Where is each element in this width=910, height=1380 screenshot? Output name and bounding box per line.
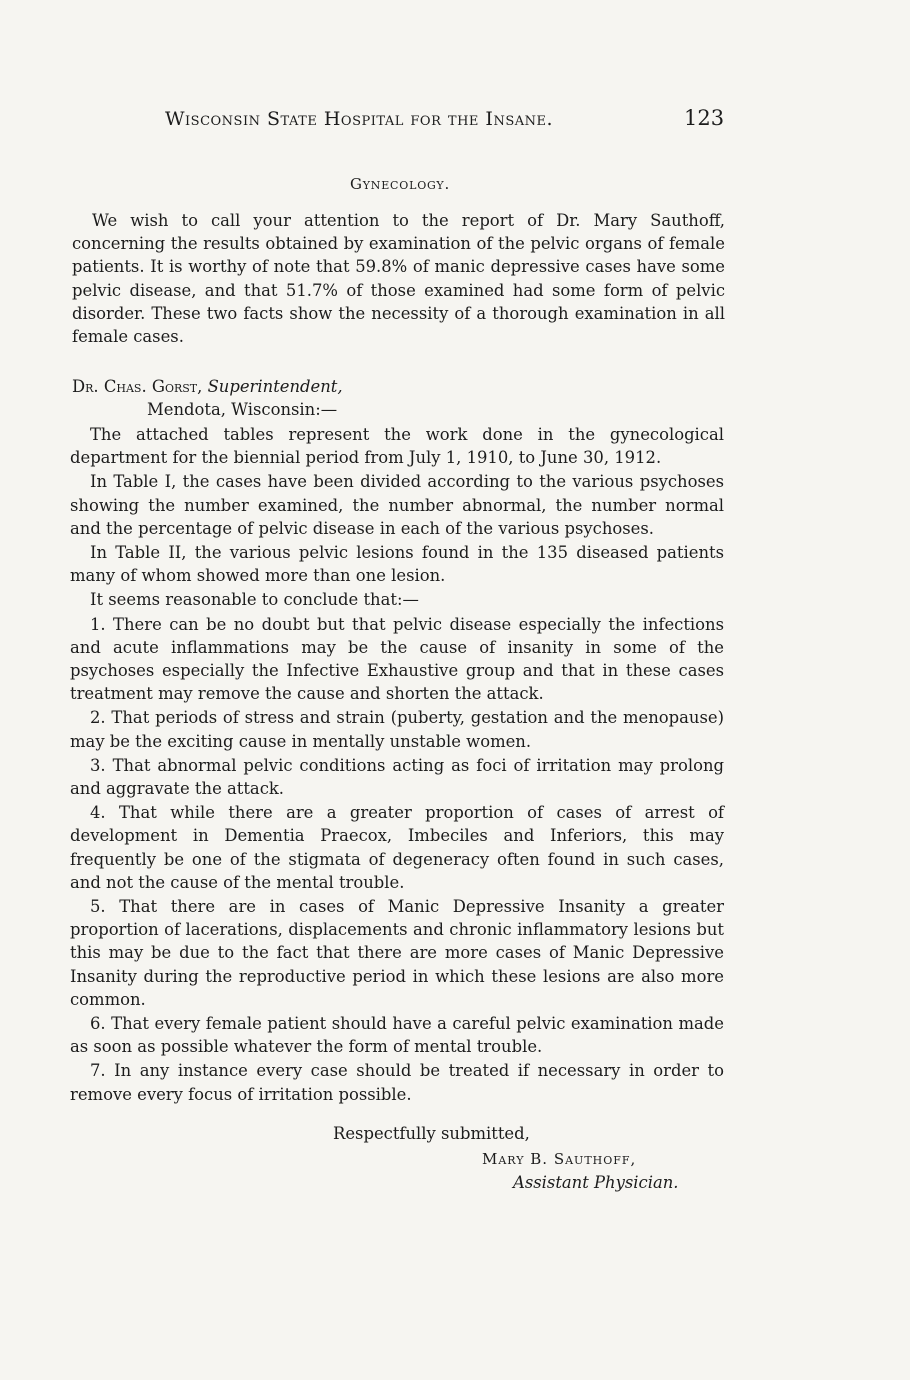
letter-paragraph-1: The attached tables represent the work done in the gynecological department for the biennial period from July 1, 1910, to June 30, 1912. xyxy=(70,425,724,468)
intro-text: We wish to call your attention to the report of Dr. Mary Sauthoff, concerning the results obtained by examination of the pelvic organs of female patients. It is worthy of note that 59.8% of manic depressive cases have some pelvic disease, and that 51.7% of those examined had some form of pelvic disorder. These two facts show the necessity of a thorough examination in all female cases. xyxy=(72,211,725,347)
section-title: Gynecology. xyxy=(349,175,451,193)
letter-paragraph-3: In Table II, the various pelvic lesions found in the 135 diseased patients many of whom showed more than one lesion. xyxy=(70,543,724,586)
addressee-name: Dr. Chas. Gorst, xyxy=(72,377,203,396)
conclusion-item-4: 4. That while there are a greater proportion of cases of arrest of development in Dementia Praecox, Imbeciles and Inferiors, this may frequently be one of the stigmata of degeneracy often found in such cases, and not the cause of the mental trouble. xyxy=(70,803,724,892)
addressee-title: Superintendent, xyxy=(207,377,343,396)
letter-paragraph-2: In Table I, the cases have been divided according to the various psychoses showing the number examined, the number abnormal, the number normal and the percentage of pelvic disease in each of the various psychoses. xyxy=(70,472,724,538)
signer-name: Mary B. Sauthoff, xyxy=(482,1150,637,1168)
addressee-location: Mendota, Wisconsin:— xyxy=(147,400,338,420)
conclusion-item-3: 3. That abnormal pelvic conditions acting as foci of irritation may prolong and aggravate the attack. xyxy=(70,755,724,799)
signer-title: Assistant Physician. xyxy=(513,1173,679,1192)
running-header-title: Wisconsin State Hospital for the Insane. xyxy=(165,108,554,130)
intro-paragraph xyxy=(72,209,725,348)
closing-line: Respectfully submitted, xyxy=(333,1124,530,1143)
conclusion-item-1: 1. There can be no doubt but that pelvic disease especially the infections and acute inflammations may be the cause of insanity in some of the psychoses especially the Infective Exhaustive group and that in these cases treatment may remove the cause and shorten the attack. xyxy=(70,614,724,704)
conclusion-item-6: 6. That every female patient should have a careful pelvic examination made as soon as possible whatever the form of mental trouble. xyxy=(70,1014,724,1057)
conclusion-item-7: 7. In any instance every case should be treated if necessary in order to remove every focus of irritation possible. xyxy=(70,1061,724,1104)
conclusion-item-5: 5. That there are in cases of Manic Depressive Insanity a greater proportion of lacerations, displacements and chronic inflammatory lesions but this may be due to the fact that there are more cases of Manic Depressive Insanity during the reproductive period in which these lesions are also more common. xyxy=(70,897,724,1009)
letter-paragraph-4: It seems reasonable to conclude that:— xyxy=(90,590,419,610)
page-number: 123 xyxy=(684,106,725,130)
letter-body xyxy=(70,423,724,1107)
conclusion-item-2: 2. That periods of stress and strain (puberty, gestation and the menopause) may be the exciting cause in mentally unstable women. xyxy=(70,708,724,751)
salutation xyxy=(72,375,343,421)
